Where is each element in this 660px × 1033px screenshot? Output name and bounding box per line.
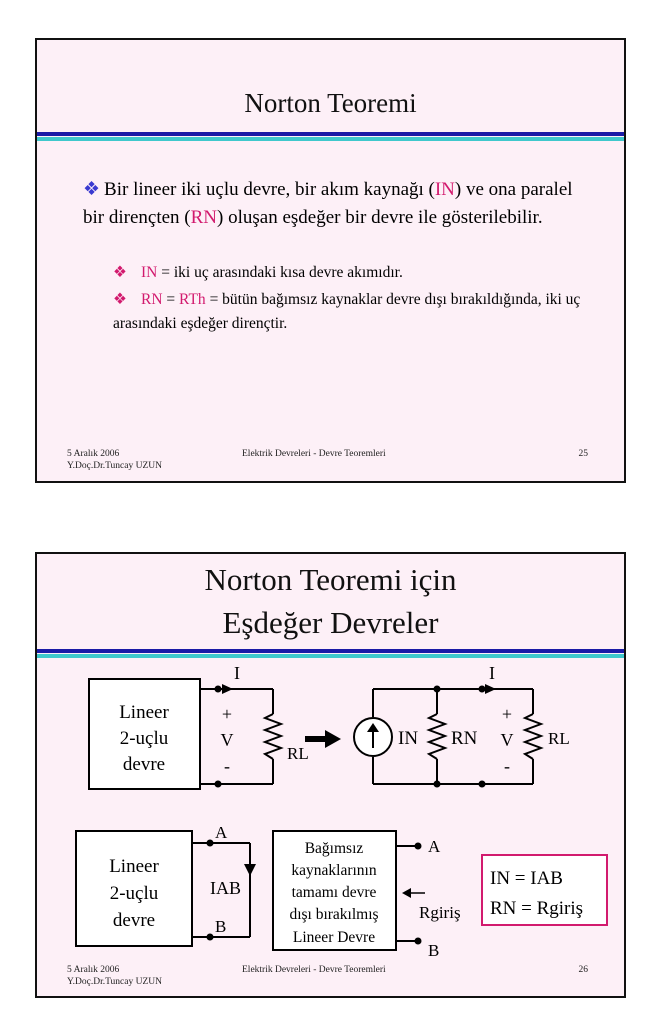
node (434, 686, 441, 693)
terminal-node (215, 781, 222, 788)
footer-course: Elektrik Devreleri - Devre Teoremleri (242, 449, 386, 459)
current-arrow-icon (222, 684, 233, 694)
box-label: devre (112, 910, 156, 931)
label-iab: IAB (210, 878, 241, 898)
equivalent-circuits-diagram (37, 554, 624, 996)
label-in: IN (398, 728, 419, 749)
current-arrow-down-icon (244, 864, 256, 876)
terminal-b-node (207, 934, 214, 941)
footer-date-author: 5 Aralık 2006 Y.Doç.Dr.Tuncay UZUN (67, 965, 162, 987)
box-label: kaynaklarının (291, 862, 377, 879)
terminal-a-node (415, 843, 422, 850)
slide-title: Norton Teoremi (244, 88, 417, 118)
input-resistance-arrowhead-icon (402, 888, 411, 898)
label-minus: - (224, 756, 230, 776)
diamond-bullet-icon: ❖ (113, 291, 127, 308)
box-label: Lineer Devre (292, 929, 376, 946)
node (434, 781, 441, 788)
node (479, 781, 486, 788)
label-rgiris: Rgiriş (419, 903, 461, 922)
diamond-bullet-icon: ❖ (83, 179, 101, 200)
title-underline-cyan (37, 137, 624, 141)
equation-in: IN = IAB (490, 868, 563, 889)
label-b: B (428, 941, 440, 960)
box-label: Lineer (119, 702, 169, 723)
label-voltage: V (220, 730, 234, 750)
label-rl: RL (548, 729, 570, 748)
box-label: dışı bırakılmış (289, 906, 379, 923)
label-current: I (234, 663, 240, 683)
equivalence-arrow-head-icon (325, 730, 341, 748)
slide-title: Norton Teoremi için Eşdeğer Devreler (204, 562, 457, 640)
diamond-bullet-icon: ❖ (113, 264, 127, 281)
sub-bullet-rn: ❖ RN = RTh = bütün bağımsız kaynaklar devre dışı bırakıldığında, iki uç arasındaki eşdeğer dirençtir. (113, 288, 583, 336)
label-voltage: V (500, 730, 514, 750)
main-bullet: ❖ Bir lineer iki uçlu devre, bir akım kaynağı (IN) ve ona paralel bir dirençten (RN) oluşan eşdeğer bir devre ile gösterilebilir. (83, 179, 573, 228)
label-rn: RN (451, 728, 478, 749)
box-label: Bağımsız (304, 840, 364, 857)
label-minus: - (504, 756, 510, 776)
label-b: B (215, 917, 227, 936)
resistor-rl (525, 714, 541, 759)
box-label: 2-uçlu (119, 728, 169, 749)
slide-26 (35, 552, 626, 998)
footer-course: Elektrik Devreleri - Devre Teoremleri (242, 965, 386, 975)
label-rl: RL (287, 744, 309, 763)
box-label: Lineer (109, 856, 159, 877)
symbol-in: IN (434, 179, 455, 200)
terminal-a-node (207, 840, 214, 847)
box-label: devre (122, 754, 166, 775)
page-number: 25 (578, 449, 588, 459)
box-label: 2-uçlu (109, 883, 159, 904)
resistor-rn (429, 714, 445, 759)
symbol-rn: RN (190, 207, 218, 228)
box-label: tamamı devre (291, 884, 377, 901)
label-current: I (489, 663, 495, 683)
slide-25 (35, 38, 626, 483)
title-underline-blue (37, 132, 624, 136)
current-arrow-icon (485, 684, 496, 694)
label-plus: + (501, 704, 513, 724)
sub-bullet-in: ❖ IN = iki uç arasındaki kısa devre akımıdır. (113, 261, 583, 285)
label-a: A (428, 837, 441, 856)
resistor-rl (265, 714, 281, 759)
page-number: 26 (578, 965, 588, 975)
node (479, 686, 486, 693)
terminal-b-node (415, 938, 422, 945)
footer-date-author: 5 Aralık 2006 Y.Doç.Dr.Tuncay UZUN (67, 449, 162, 471)
label-plus: + (221, 704, 233, 724)
equation-rn: RN = Rgiriş (490, 898, 584, 919)
label-a: A (215, 823, 228, 842)
terminal-node (215, 686, 222, 693)
